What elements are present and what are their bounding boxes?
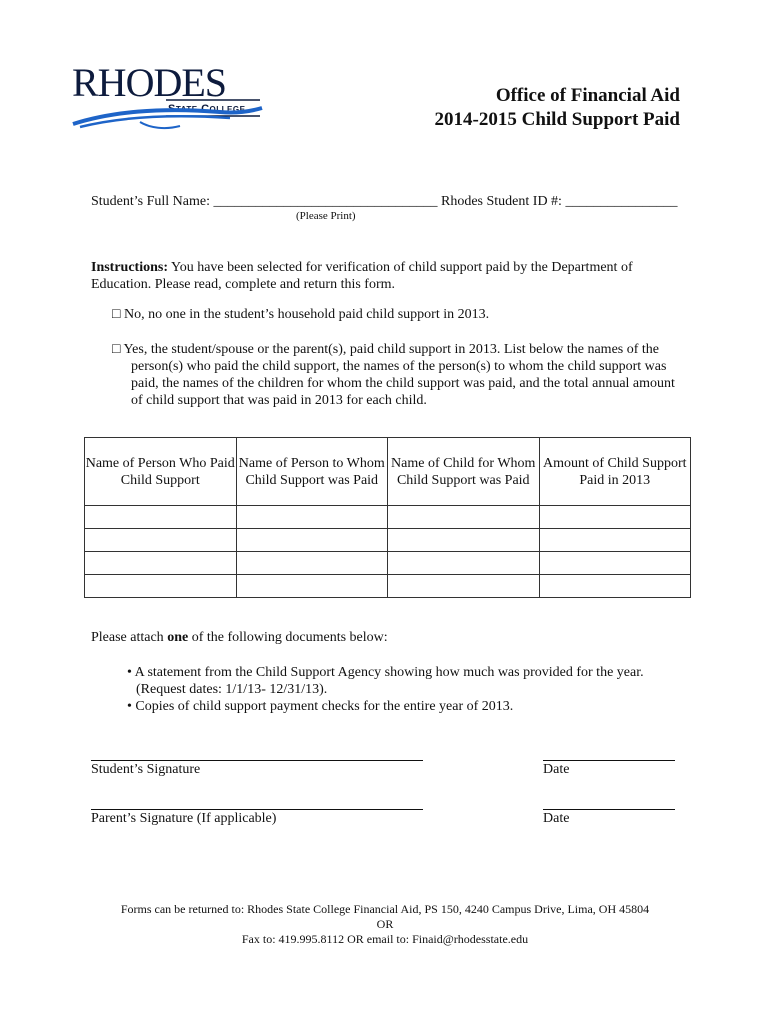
- option-no: [112, 307, 489, 323]
- attach-instructions: [91, 630, 388, 646]
- table-cell[interactable]: [236, 529, 388, 552]
- attach-text-before: Please attach: [91, 630, 164, 645]
- table-cell[interactable]: [236, 575, 388, 598]
- logo-subtitle: State College: [168, 103, 246, 115]
- return-address: Forms can be returned to: Rhodes State College Financial Aid, PS 150, 4240 Campus Drive, Lima, OH 45804: [120, 902, 650, 916]
- header-amount: Amount of Child Support Paid in 2013: [539, 438, 691, 506]
- student-id-label: Rhodes Student ID #:: [441, 194, 562, 209]
- form-name: 2014-2015 Child Support Paid: [434, 109, 680, 130]
- checkbox-yes[interactable]: □: [112, 342, 121, 357]
- parent-date-line[interactable]: [543, 809, 675, 810]
- table-cell[interactable]: [388, 529, 540, 552]
- instructions: [91, 259, 691, 293]
- student-id-field[interactable]: ________________: [565, 194, 678, 209]
- logo-swoosh-icon: [70, 60, 265, 135]
- table-row: [85, 529, 691, 552]
- table-cell[interactable]: [388, 552, 540, 575]
- footer-or: OR: [376, 917, 394, 931]
- table-cell[interactable]: [85, 506, 237, 529]
- table-row: [85, 552, 691, 575]
- document-item-dates: (Request dates: 1/1/13- 12/31/13).: [136, 682, 328, 697]
- option-yes-continued: person(s) who paid the child support, the names of the person(s) to whom the child support was paid, the names of the children for whom the child support was paid, and the total annual amount of child support that was paid in 2013 for each child.: [131, 359, 675, 408]
- print-note: (Please Print): [296, 210, 356, 222]
- full-name-label: Student’s Full Name:: [91, 194, 210, 209]
- document-list: [127, 664, 644, 715]
- table-row: [85, 506, 691, 529]
- student-date-line[interactable]: [543, 760, 675, 761]
- table-cell[interactable]: [236, 506, 388, 529]
- document-item: • A statement from the Child Support Agency showing how much was provided for the year.: [127, 665, 644, 680]
- option-yes: [112, 341, 682, 409]
- student-signature-label: Student’s Signature: [91, 762, 201, 777]
- child-support-table: [84, 437, 691, 598]
- header-recipient: Name of Person to Whom Child Support was Paid: [236, 438, 388, 506]
- table-cell[interactable]: [539, 552, 691, 575]
- table-cell[interactable]: [539, 575, 691, 598]
- parent-signature-label: Parent’s Signature (If applicable): [91, 811, 277, 826]
- form-title: [435, 84, 680, 132]
- instructions-label: Instructions:: [91, 260, 169, 275]
- college-logo: [70, 60, 265, 135]
- attach-text-after: of the following documents below:: [191, 630, 388, 645]
- logo-wordmark: RHODES: [72, 60, 227, 105]
- table-cell[interactable]: [539, 529, 691, 552]
- table-header-row: [85, 438, 691, 506]
- header-child: Name of Child for Whom Child Support was Paid: [388, 438, 540, 506]
- student-signature-line[interactable]: [91, 760, 423, 761]
- table-cell[interactable]: [236, 552, 388, 575]
- table-cell[interactable]: [85, 529, 237, 552]
- option-yes-text: Yes, the student/spouse or the parent(s), paid child support in 2013. List below the names of the: [123, 342, 660, 357]
- table-cell[interactable]: [539, 506, 691, 529]
- document-item: • Copies of child support payment checks for the entire year of 2013.: [127, 699, 514, 714]
- instructions-text: You have been selected for verification of child support paid by the Department of Education. Please read, complete and return this form.: [91, 260, 633, 292]
- option-no-text: No, no one in the student’s household paid child support in 2013.: [123, 307, 490, 322]
- attach-text-bold: one: [167, 630, 189, 645]
- table-cell[interactable]: [85, 552, 237, 575]
- table-row: [85, 575, 691, 598]
- parent-date-label: Date: [543, 811, 570, 826]
- footer: [0, 902, 770, 947]
- full-name-field[interactable]: ________________________________: [213, 194, 438, 209]
- office-title: Office of Financial Aid: [495, 85, 680, 106]
- header-payer: Name of Person Who Paid Child Support: [85, 438, 237, 506]
- parent-signature-line[interactable]: [91, 809, 423, 810]
- student-date-label: Date: [543, 762, 570, 777]
- table-cell[interactable]: [85, 575, 237, 598]
- student-info-line: [91, 194, 677, 210]
- table-cell[interactable]: [388, 575, 540, 598]
- table-cell[interactable]: [388, 506, 540, 529]
- checkbox-no[interactable]: □: [112, 307, 121, 322]
- fax-email: Fax to: 419.995.8112 OR email to: Finaid@rhodesstate.edu: [241, 932, 529, 946]
